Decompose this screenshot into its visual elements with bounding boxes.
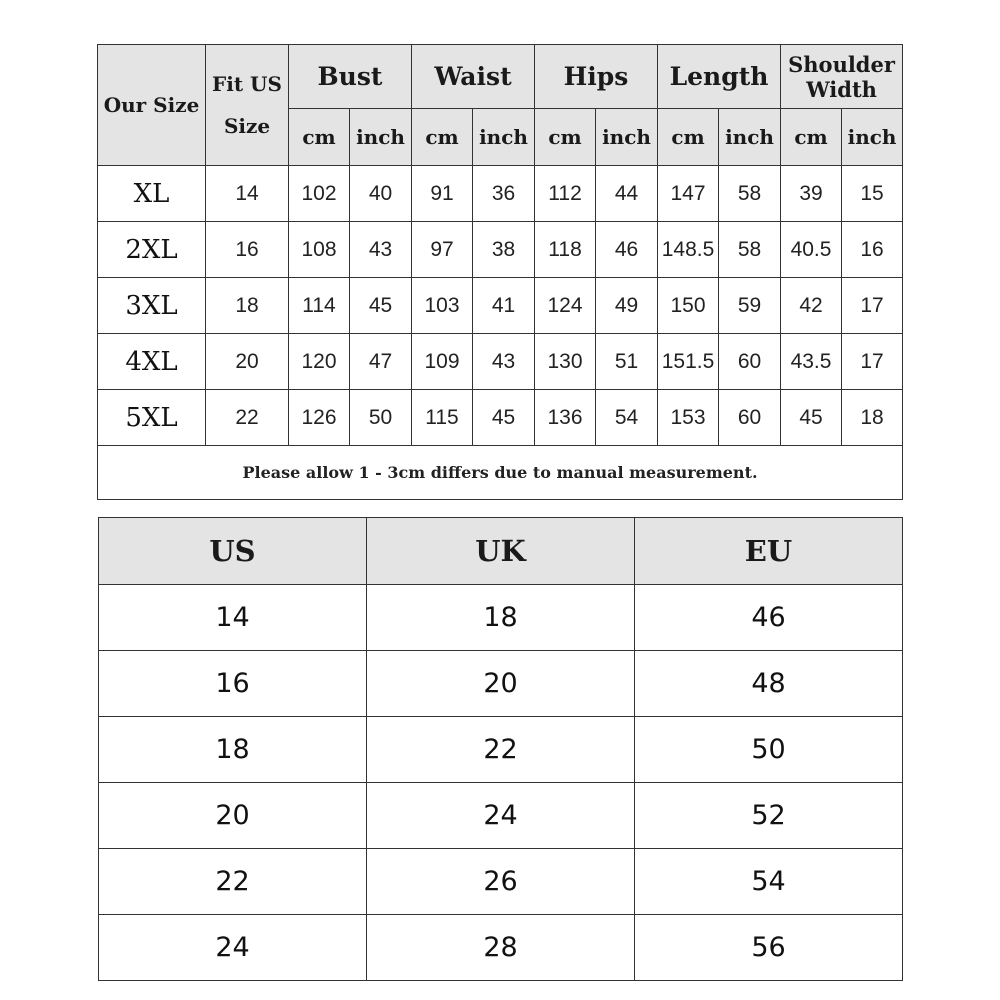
bust-header: Bust — [289, 45, 412, 109]
measurement-cell: 45 — [473, 390, 535, 446]
uk-size-cell: 18 — [367, 585, 635, 651]
measurement-cell: 153 — [658, 390, 719, 446]
measurement-cell: 124 — [535, 278, 596, 334]
our-size-cell: 4XL — [98, 334, 206, 390]
measurement-cell: 43 — [473, 334, 535, 390]
measurement-cell: 58 — [719, 222, 781, 278]
conversion-row — [99, 585, 903, 651]
measurement-cell: 136 — [535, 390, 596, 446]
shoulder-width-header: Shoulder Width — [781, 45, 903, 109]
our-size-cell: 2XL — [98, 222, 206, 278]
measurement-cell: 114 — [289, 278, 350, 334]
unit-header: cm — [289, 109, 350, 166]
measurement-cell: 43 — [350, 222, 412, 278]
conversion-row — [99, 915, 903, 981]
size-row — [98, 278, 903, 334]
measurement-cell: 40 — [350, 166, 412, 222]
measurement-cell: 15 — [842, 166, 903, 222]
unit-header: cm — [412, 109, 473, 166]
measurement-cell: 42 — [781, 278, 842, 334]
unit-header: inch — [596, 109, 658, 166]
measurement-cell: 18 — [842, 390, 903, 446]
conversion-row — [99, 717, 903, 783]
measurement-cell: 50 — [350, 390, 412, 446]
uk-size-cell: 28 — [367, 915, 635, 981]
our-size-header: Our Size — [98, 45, 206, 166]
unit-header: cm — [535, 109, 596, 166]
unit-header: inch — [842, 109, 903, 166]
measurement-cell: 103 — [412, 278, 473, 334]
measurement-cell: 51 — [596, 334, 658, 390]
measurement-cell: 60 — [719, 390, 781, 446]
fit-us-size-cell: 18 — [206, 278, 289, 334]
size-chart-note-row — [98, 446, 903, 500]
size-conversion-table — [98, 517, 903, 981]
us-size-cell: 24 — [99, 915, 367, 981]
waist-header: Waist — [412, 45, 535, 109]
measurement-cell: 16 — [842, 222, 903, 278]
measurement-cell: 43.5 — [781, 334, 842, 390]
measurement-cell: 44 — [596, 166, 658, 222]
fit-us-size-header: Fit US Size — [206, 45, 289, 166]
size-row — [98, 334, 903, 390]
eu-size-cell: 56 — [635, 915, 903, 981]
unit-header: inch — [350, 109, 412, 166]
unit-header: inch — [719, 109, 781, 166]
measurement-cell: 109 — [412, 334, 473, 390]
fit-us-size-cell: 14 — [206, 166, 289, 222]
measurement-cell: 91 — [412, 166, 473, 222]
eu-size-cell: 54 — [635, 849, 903, 915]
measurement-cell: 112 — [535, 166, 596, 222]
measurement-cell: 151.5 — [658, 334, 719, 390]
measurement-cell: 115 — [412, 390, 473, 446]
measurement-cell: 17 — [842, 278, 903, 334]
measurement-cell: 118 — [535, 222, 596, 278]
us-size-cell: 20 — [99, 783, 367, 849]
conversion-header-row — [99, 518, 903, 585]
our-size-cell: XL — [98, 166, 206, 222]
measurement-cell: 47 — [350, 334, 412, 390]
fit-us-size-cell: 20 — [206, 334, 289, 390]
measurement-cell: 38 — [473, 222, 535, 278]
measurement-cell: 41 — [473, 278, 535, 334]
conversion-row — [99, 783, 903, 849]
measurement-note: Please allow 1 - 3cm differs due to manual measurement. — [98, 446, 903, 500]
hips-header: Hips — [535, 45, 658, 109]
measurement-cell: 102 — [289, 166, 350, 222]
measurement-cell: 54 — [596, 390, 658, 446]
us-size-cell: 22 — [99, 849, 367, 915]
measurement-cell: 148.5 — [658, 222, 719, 278]
measurement-cell: 45 — [781, 390, 842, 446]
measurement-cell: 17 — [842, 334, 903, 390]
unit-header: cm — [658, 109, 719, 166]
measurement-cell: 49 — [596, 278, 658, 334]
fit-us-size-cell: 22 — [206, 390, 289, 446]
size-row — [98, 222, 903, 278]
uk-size-cell: 26 — [367, 849, 635, 915]
unit-header: inch — [473, 109, 535, 166]
our-size-cell: 5XL — [98, 390, 206, 446]
measurement-cell: 120 — [289, 334, 350, 390]
us-size-cell: 14 — [99, 585, 367, 651]
uk-size-cell: 24 — [367, 783, 635, 849]
length-header: Length — [658, 45, 781, 109]
us-size-cell: 16 — [99, 651, 367, 717]
us-size-cell: 18 — [99, 717, 367, 783]
eu-size-cell: 52 — [635, 783, 903, 849]
measurement-cell: 39 — [781, 166, 842, 222]
fit-us-size-cell: 16 — [206, 222, 289, 278]
measurement-cell: 40.5 — [781, 222, 842, 278]
measurement-cell: 60 — [719, 334, 781, 390]
size-row — [98, 390, 903, 446]
uk-size-cell: 20 — [367, 651, 635, 717]
size-row — [98, 166, 903, 222]
size-chart-table — [97, 44, 903, 500]
measurement-cell: 147 — [658, 166, 719, 222]
eu-size-cell: 48 — [635, 651, 903, 717]
conversion-row — [99, 849, 903, 915]
uk-header: UK — [367, 518, 635, 585]
conversion-row — [99, 651, 903, 717]
measurement-cell: 45 — [350, 278, 412, 334]
our-size-cell: 3XL — [98, 278, 206, 334]
measurement-cell: 58 — [719, 166, 781, 222]
eu-size-cell: 46 — [635, 585, 903, 651]
unit-header: cm — [781, 109, 842, 166]
measurement-cell: 126 — [289, 390, 350, 446]
measurement-cell: 46 — [596, 222, 658, 278]
measurement-cell: 36 — [473, 166, 535, 222]
eu-header: EU — [635, 518, 903, 585]
measurement-cell: 59 — [719, 278, 781, 334]
measurement-cell: 150 — [658, 278, 719, 334]
eu-size-cell: 50 — [635, 717, 903, 783]
measurement-cell: 97 — [412, 222, 473, 278]
measurement-cell: 108 — [289, 222, 350, 278]
us-header: US — [99, 518, 367, 585]
uk-size-cell: 22 — [367, 717, 635, 783]
size-chart-header-row — [98, 45, 903, 109]
measurement-cell: 130 — [535, 334, 596, 390]
